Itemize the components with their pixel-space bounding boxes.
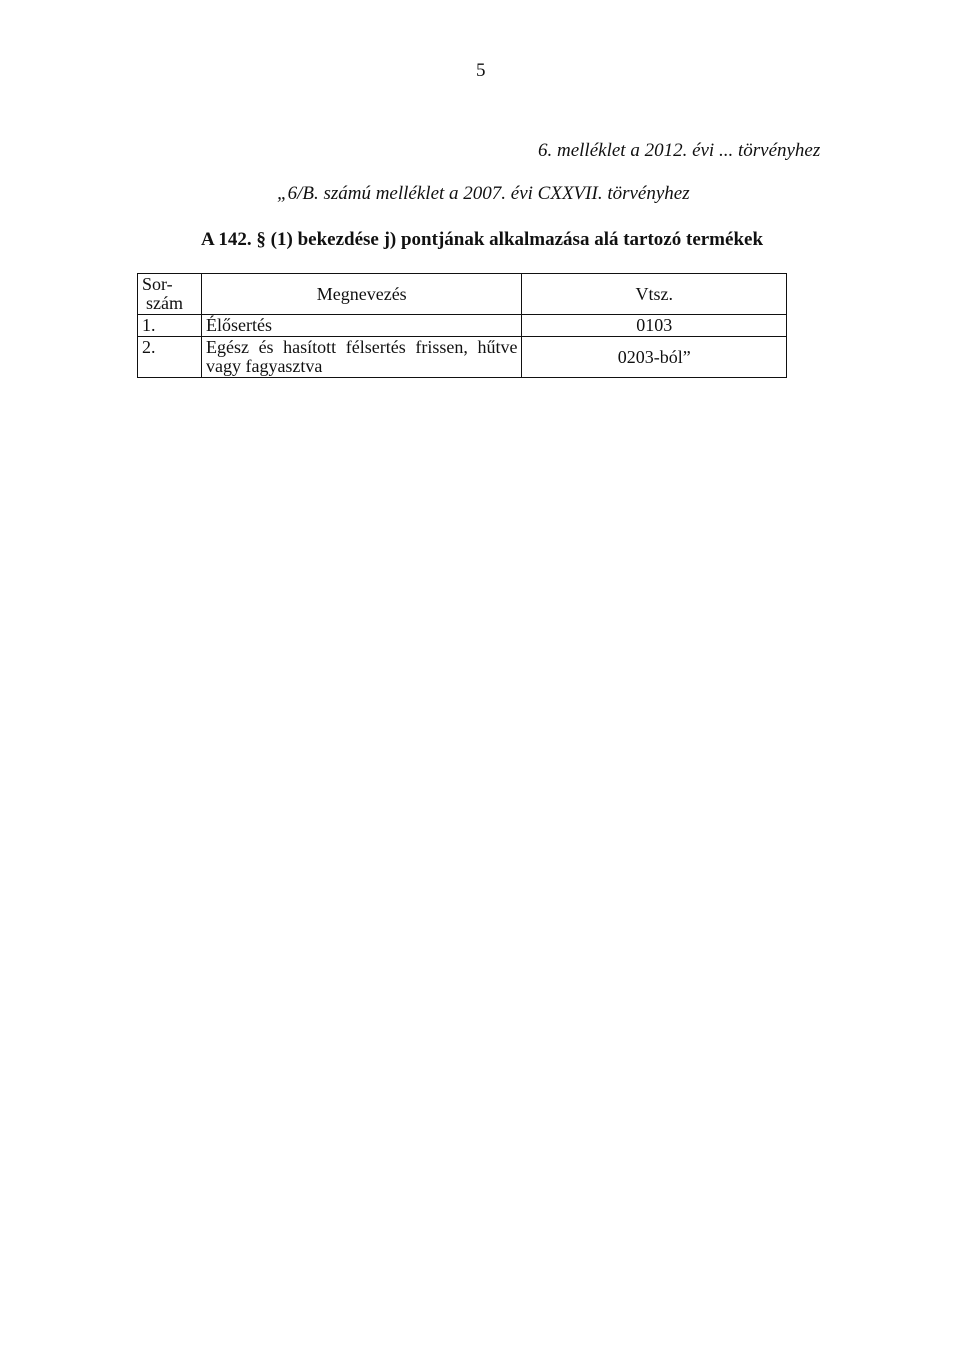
header-number	[138, 274, 202, 315]
header-number-line2: szám	[146, 293, 183, 313]
table-row	[138, 315, 787, 337]
row-number: 2.	[138, 337, 202, 378]
row-code: 0103	[522, 315, 787, 337]
section-heading: A 142. § (1) bekezdése j) pontjának alkalmazása alá tartozó termékek	[201, 229, 764, 250]
row-name: Egész és hasított félsertés frissen, hűtve vagy fagyasztva	[201, 337, 522, 378]
header-code: Vtsz.	[522, 274, 787, 315]
page-number: 5	[476, 60, 486, 81]
header-number-line1: Sor-	[142, 274, 173, 294]
row-number: 1.	[138, 315, 202, 337]
row-code: 0203-ból”	[522, 337, 787, 378]
table-header-row	[138, 274, 787, 315]
row-name: Élősertés	[201, 315, 522, 337]
annex-title: „6/B. számú melléklet a 2007. évi CXXVII. törvényhez	[277, 183, 690, 204]
annex-reference: 6. melléklet a 2012. évi ... törvényhez	[538, 140, 821, 161]
table-row	[138, 337, 787, 378]
products-table	[137, 273, 787, 378]
header-name: Megnevezés	[201, 274, 522, 315]
